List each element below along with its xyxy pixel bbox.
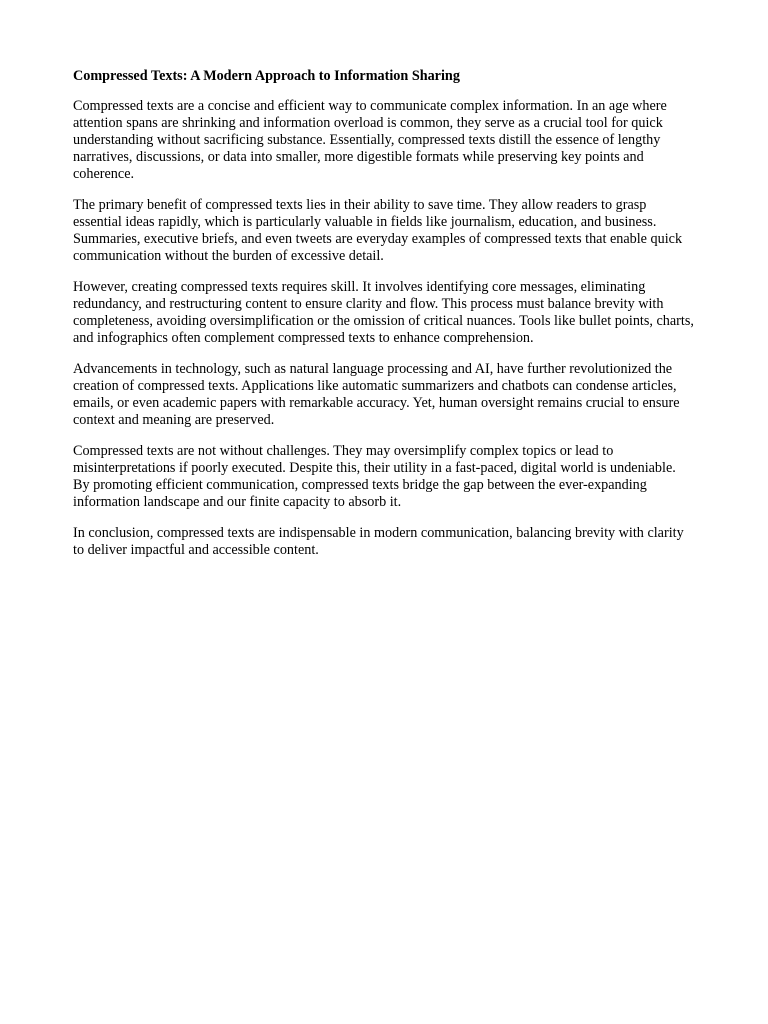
paragraph-conclusion: In conclusion, compressed texts are indispensable in modern communication, balancing brevity with clarity to deliver impactful and accessible content. — [73, 525, 684, 558]
paragraph-technology: Advancements in technology, such as natural language processing and AI, have further revolutionized the creation of compressed texts. Applications like automatic summarizers and chatbots can condense articles, emails, or even academic papers with remarkable accuracy. Yet, human oversight remains crucial to ensure context and meaning are preserved. — [73, 361, 680, 428]
document-title: Compressed Texts: A Modern Approach to Information Sharing — [73, 68, 460, 84]
document-body — [73, 68, 695, 573]
paragraph-skill: However, creating compressed texts requires skill. It involves identifying core messages, eliminating redundancy, and restructuring content to ensure clarity and flow. This process must balance brevity with completeness, avoiding oversimplification or the omission of critical nuances. Tools like bullet points, charts, and infographics often complement compressed texts to enhance comprehension. — [73, 279, 694, 346]
paragraph-introduction: Compressed texts are a concise and efficient way to communicate complex information. In an age where attention spans are shrinking and information overload is common, they serve as a crucial tool for quick understanding without sacrificing substance. Essentially, compressed texts distill the essence of lengthy narratives, discussions, or data into smaller, more digestible formats while preserving key points and coherence. — [73, 98, 667, 182]
paragraph-challenges: Compressed texts are not without challenges. They may oversimplify complex topics or lead to misinterpretations if poorly executed. Despite this, their utility in a fast-paced, digital world is undeniable. By promoting efficient communication, compressed texts bridge the gap between the ever-expanding information landscape and our finite capacity to absorb it. — [73, 443, 676, 510]
paragraph-benefits: The primary benefit of compressed texts lies in their ability to save time. They allow readers to grasp essential ideas rapidly, which is particularly valuable in fields like journalism, education, and business. Summaries, executive briefs, and even tweets are everyday examples of compressed texts that enable quick communication without the burden of excessive detail. — [73, 197, 683, 264]
